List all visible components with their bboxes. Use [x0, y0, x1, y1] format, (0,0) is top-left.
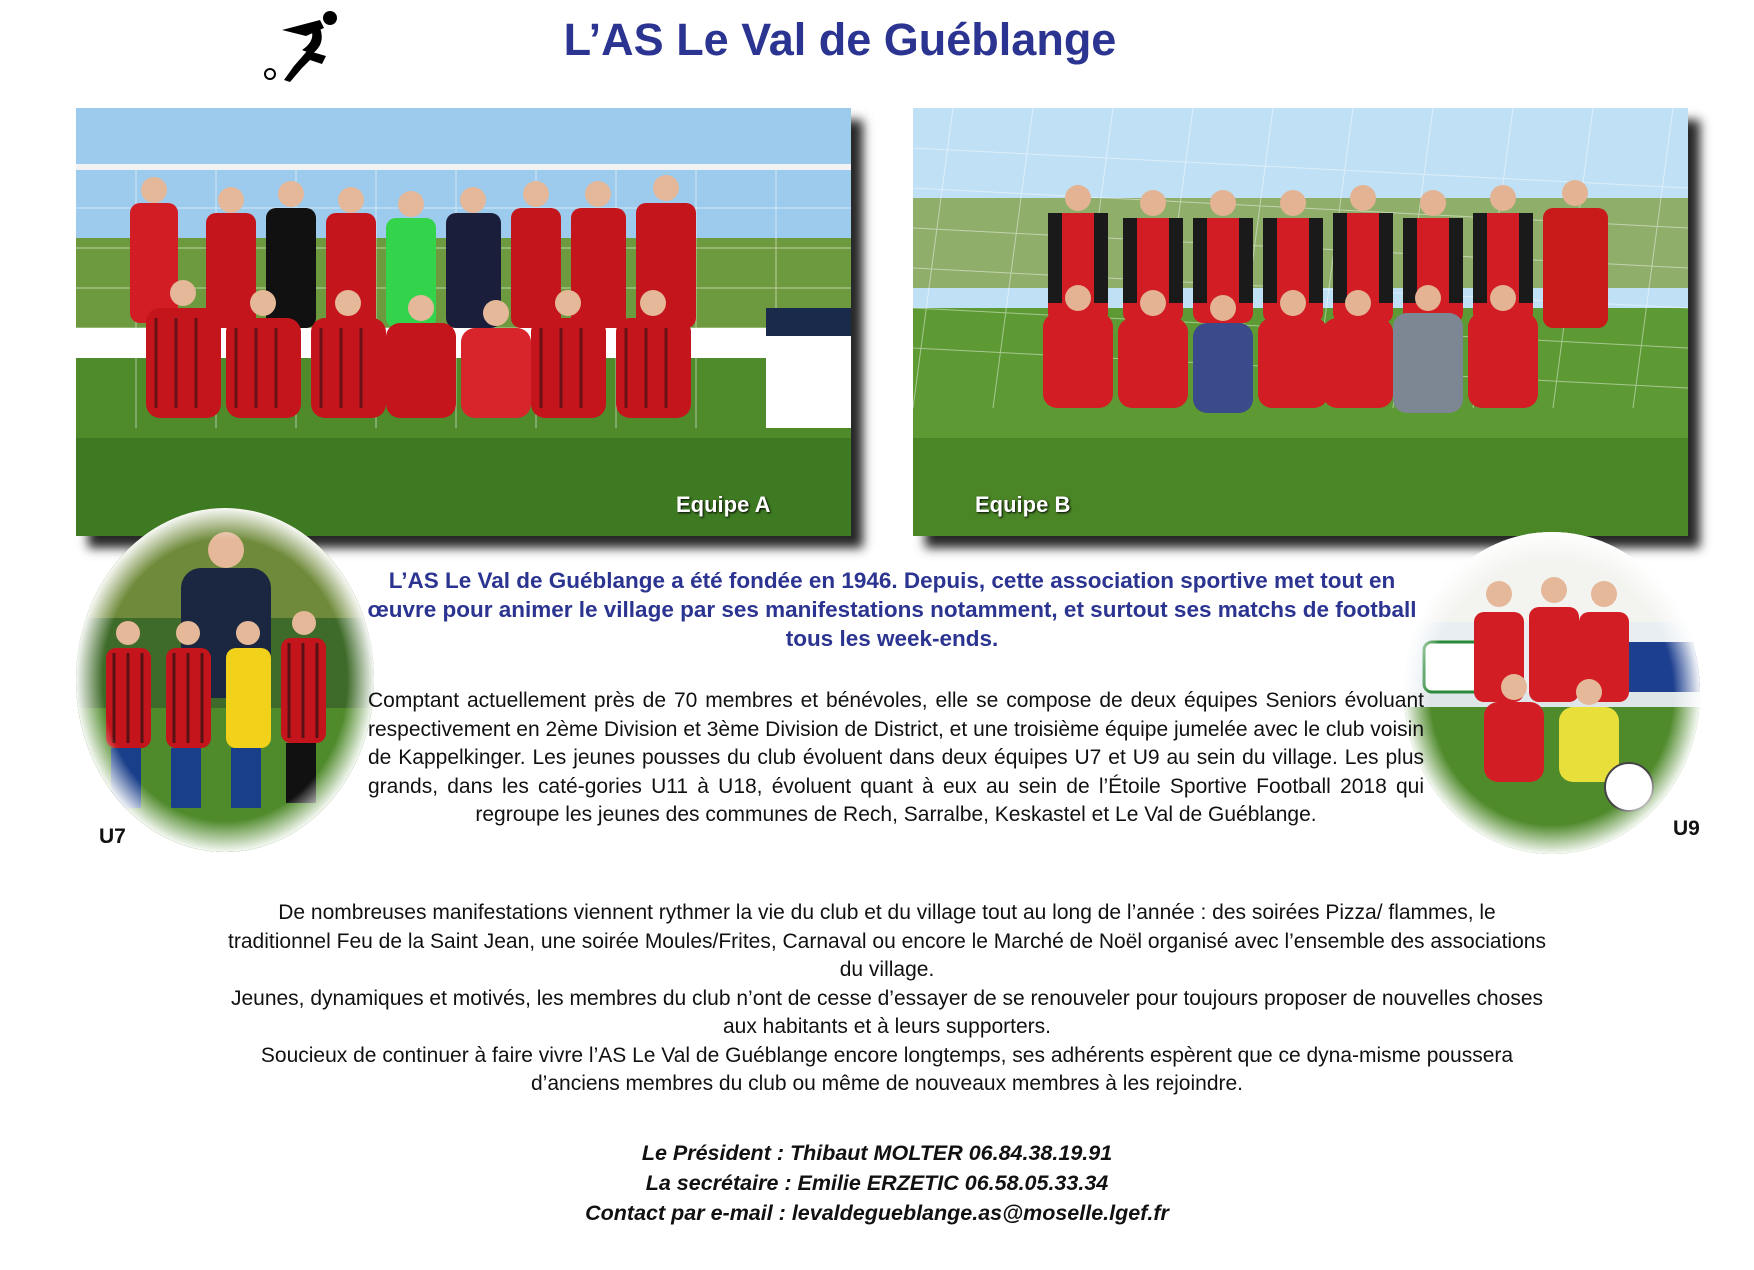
contact-block — [420, 1138, 1334, 1228]
future-text: Soucieux de continuer à faire vivre l’AS Le Val de Guéblange encore longtemps, ses adhérents espèrent que ce dyna-misme poussera d’anciens membres du club ou même de nouveaux membres à les rejoindre. — [260, 1043, 1514, 1095]
u9-photo — [1404, 532, 1700, 854]
events-paragraph — [226, 899, 1548, 1099]
footballer-logo-icon — [262, 6, 352, 86]
intro-paragraph: L’AS Le Val de Guéblange a été fondée en 1946. Depuis, cette association sportive met tout en œuvre pour animer le village par ses manifestations notamment, et surtout ses matchs de football tous les week-ends. — [367, 568, 1417, 651]
secretary-contact: La secrétaire : Emilie ERZETIC 06.58.05.33.34 — [645, 1171, 1109, 1195]
page-title: L’AS Le Val de Guéblange — [563, 14, 1117, 65]
events-text: De nombreuses manifestations viennent rythmer la vie du club et du village tout au long de l’année : des soirées Pizza/ flammes, le traditionnel Feu de la Saint Jean, une soirée Moules/Frites, Carnaval ou encore le Marché de Noël organisé avec l’ensemble des associations du village. — [228, 901, 1546, 981]
email-contact[interactable]: Contact par e-mail : levaldegueblange.as@moselle.lgef.fr — [585, 1201, 1169, 1225]
team-a-photo — [76, 108, 851, 536]
team-a-caption: Equipe A — [676, 492, 771, 517]
u9-label: U9 — [1673, 817, 1700, 840]
motivation-text: Jeunes, dynamiques et motivés, les membres du club n’ont de cesse d’essayer de se renouveler pour toujours proposer de nouvelles choses aux habitants et à leurs supporters. — [230, 986, 1544, 1038]
team-b-photo — [913, 108, 1688, 536]
team-b-caption: Equipe B — [975, 492, 1071, 517]
membership-paragraph: Comptant actuellement près de 70 membres et bénévoles, elle se compose de deux équipes Seniors évoluant respectivement en 2ème Division et 3ème Division de District, et une troisième équipe jumelée avec le club voisin de Kappelkinger. Les jeunes pousses du club évoluent dans deux équipes U7 et U9 au sein du village. Les plus grands, dans les caté-gories U11 à U18, évoluent quant à eux au sein de l’Étoile Sportive Football 2018 qui regroupe les jeunes des communes de Rech, Sarralbe, Keskastel et Le Val de Guéblange. — [368, 689, 1424, 826]
president-contact: Le Président : Thibaut MOLTER 06.84.38.19.91 — [641, 1141, 1113, 1165]
u7-label: U7 — [99, 825, 126, 848]
u7-photo — [76, 508, 374, 852]
